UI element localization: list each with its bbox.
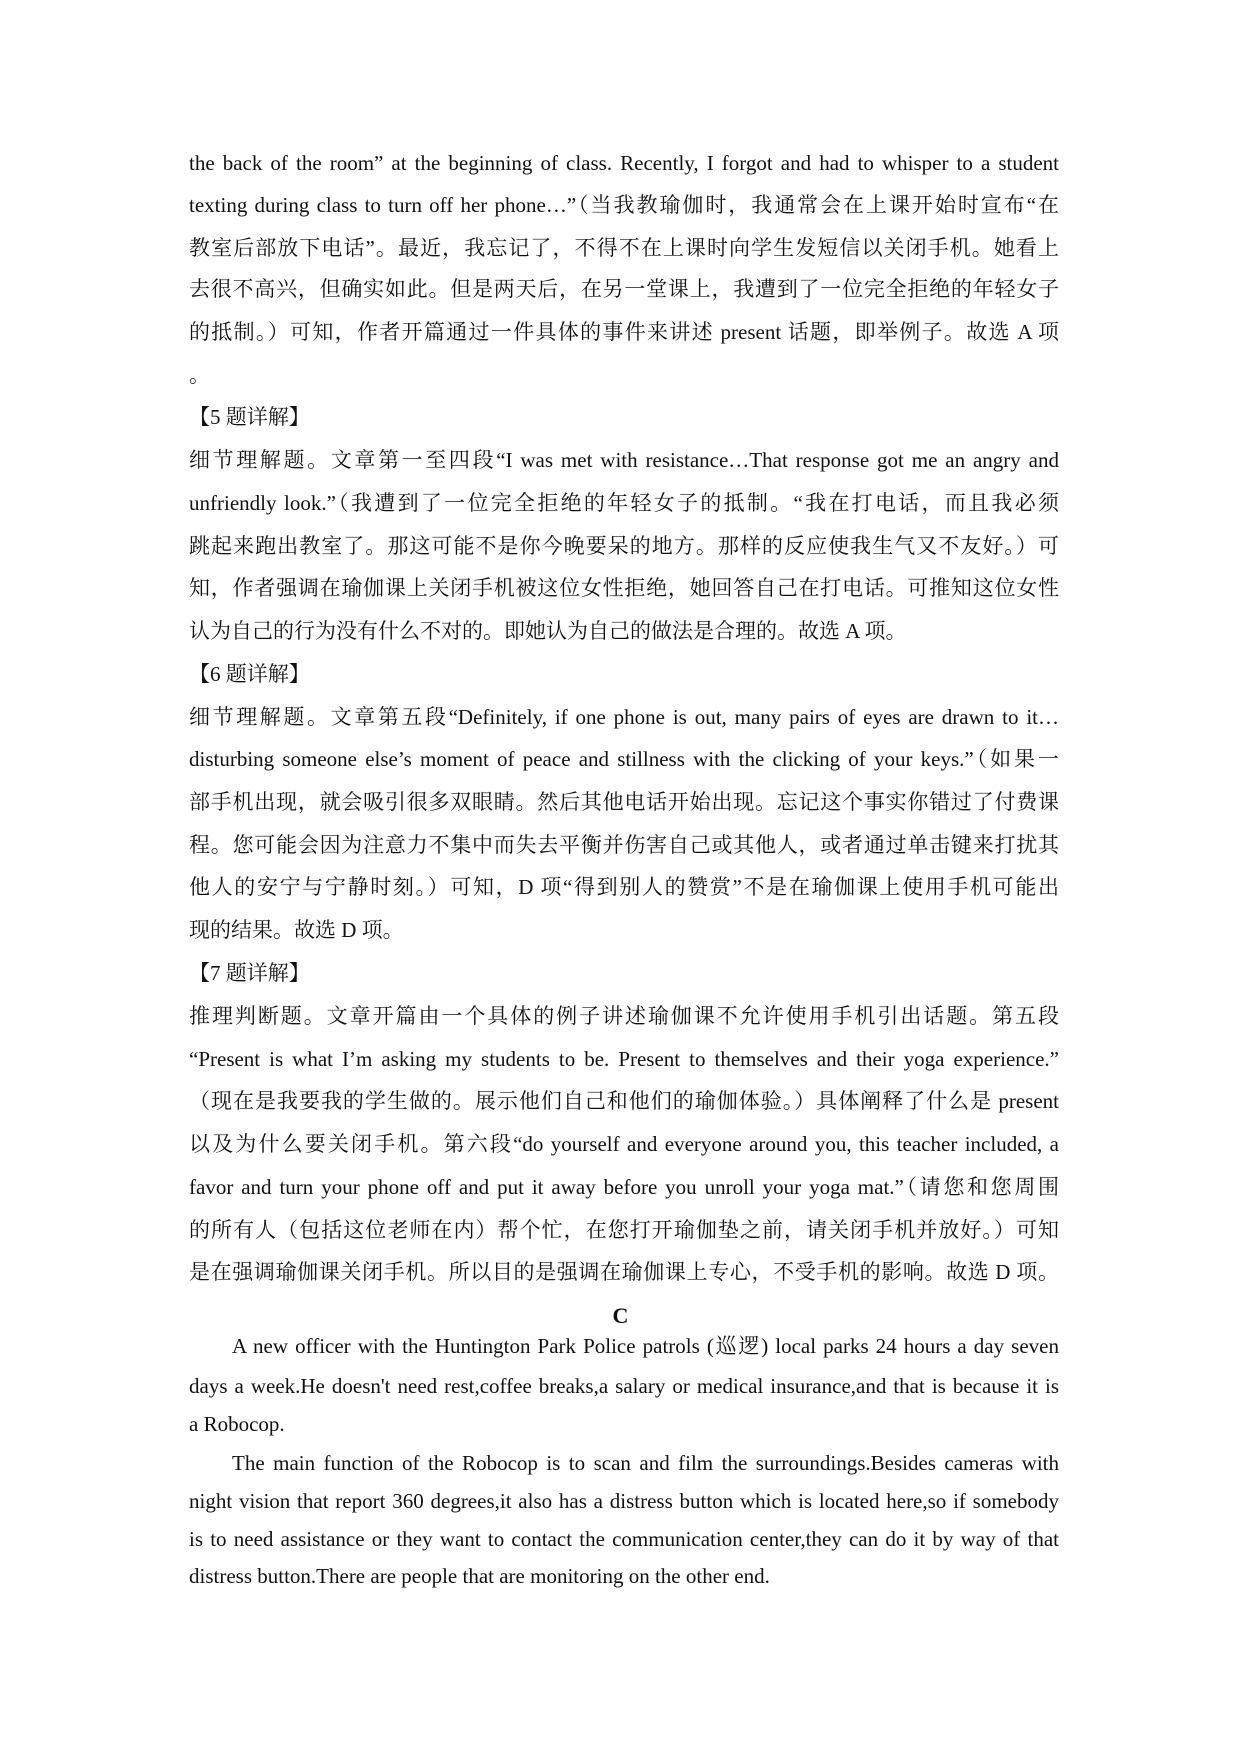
text-line: the back of the room” at the beginning of class. Recently, I forgot and had to whisper to a student bbox=[189, 151, 1059, 175]
text-line: （现在是我要我的学生做的。展示他们自己和他们的瑜伽体验。）具体阐释了什么是 present bbox=[189, 1089, 1059, 1113]
text-line: 部手机出现，就会吸引很多双眼睛。然后其他电话开始出现。忘记这个事实你错过了付费课 bbox=[189, 790, 1059, 814]
section-heading-q6: 【6 题详解】 bbox=[189, 662, 310, 686]
text-line: 是在强调瑜伽课关闭手机。所以目的是强调在瑜伽课上专心，不受手机的影响。故选 D 项。 bbox=[189, 1260, 1059, 1284]
text-line: 现的结果。故选 D 项。 bbox=[189, 918, 404, 942]
text-line: 知，作者强调在瑜伽课上关闭手机被这位女性拒绝，她回答自己在打电话。可推知这位女性 bbox=[189, 576, 1059, 600]
text-line: 认为自己的行为没有什么不对的。即她认为自己的做法是合理的。故选 A 项。 bbox=[189, 619, 907, 643]
text-line: texting during class to turn off her phone…”（当我教瑜伽时，我通常会在上课开始时宣布“在 bbox=[189, 193, 1059, 217]
text-line: 细节理解题。文章第五段“Definitely, if one phone is out, many pairs of eyes are drawn to it… bbox=[189, 705, 1059, 729]
text-line: night vision that report 360 degrees,it also has a distress button which is located here,so if somebody bbox=[189, 1489, 1059, 1513]
text-line: 的抵制。）可知，作者开篇通过一件具体的事件来讲述 present 话题，即举例子。故选 A 项 bbox=[189, 320, 1059, 344]
text-line: 以及为什么要关闭手机。第六段“do yourself and everyone around you, this teacher included, a bbox=[189, 1132, 1059, 1156]
section-heading-q5: 【5 题详解】 bbox=[189, 405, 310, 429]
text-line: “Present is what I’m asking my students to be. Present to themselves and their yoga experience.” bbox=[189, 1047, 1059, 1071]
text-line: The main function of the Robocop is to scan and film the surroundings.Besides cameras with bbox=[232, 1451, 1059, 1475]
text-line: a Robocop. bbox=[189, 1412, 285, 1436]
text-line: 。 bbox=[189, 363, 210, 387]
section-title-c: C bbox=[612, 1303, 629, 1328]
text-line: 的所有人（包括这位老师在内）帮个忙，在您打开瑜伽垫之前，请关闭手机并放好。）可知 bbox=[189, 1218, 1059, 1242]
text-line: days a week.He doesn't need rest,coffee breaks,a salary or medical insurance,and that is because it is bbox=[189, 1374, 1059, 1398]
text-line: 他人的安宁与宁静时刻。）可知，D 项“得到别人的赞赏”不是在瑜伽课上使用手机可能出 bbox=[189, 875, 1059, 899]
text-line: disturbing someone else’s moment of peace and stillness with the clicking of your keys.”（如果一 bbox=[189, 747, 1059, 771]
text-line: A new officer with the Huntington Park Police patrols (巡逻) local parks 24 hours a day seven bbox=[232, 1334, 1059, 1358]
section-heading-q7: 【7 题详解】 bbox=[189, 961, 310, 985]
text-line: 跳起来跑出教室了。那这可能不是你今晚要呆的地方。那样的反应使我生气又不友好。）可 bbox=[189, 534, 1059, 558]
text-line: favor and turn your phone off and put it away before you unroll your yoga mat.”（请您和您周围 bbox=[189, 1175, 1059, 1199]
text-line: 程。您可能会因为注意力不集中而失去平衡并伤害自己或其他人，或者通过单击键来打扰其 bbox=[189, 833, 1059, 857]
text-line: 细节理解题。文章第一至四段“I was met with resistance…That response got me an angry and bbox=[189, 448, 1059, 472]
text-line: is to need assistance or they want to contact the communication center,they can do it by way of that bbox=[189, 1527, 1059, 1551]
text-line: unfriendly look.”（我遭到了一位完全拒绝的年轻女子的抵制。“我在打电话，而且我必须 bbox=[189, 491, 1059, 515]
text-line: 推理判断题。文章开篇由一个具体的例子讲述瑜伽课不允许使用手机引出话题。第五段 bbox=[189, 1004, 1059, 1028]
text-line: 去很不高兴，但确实如此。但是两天后，在另一堂课上，我遭到了一位完全拒绝的年轻女子 bbox=[189, 277, 1059, 301]
text-line: 教室后部放下电话”。最近，我忘记了，不得不在上课时向学生发短信以关闭手机。她看上 bbox=[189, 236, 1059, 260]
text-line: distress button.There are people that are monitoring on the other end. bbox=[189, 1564, 770, 1588]
